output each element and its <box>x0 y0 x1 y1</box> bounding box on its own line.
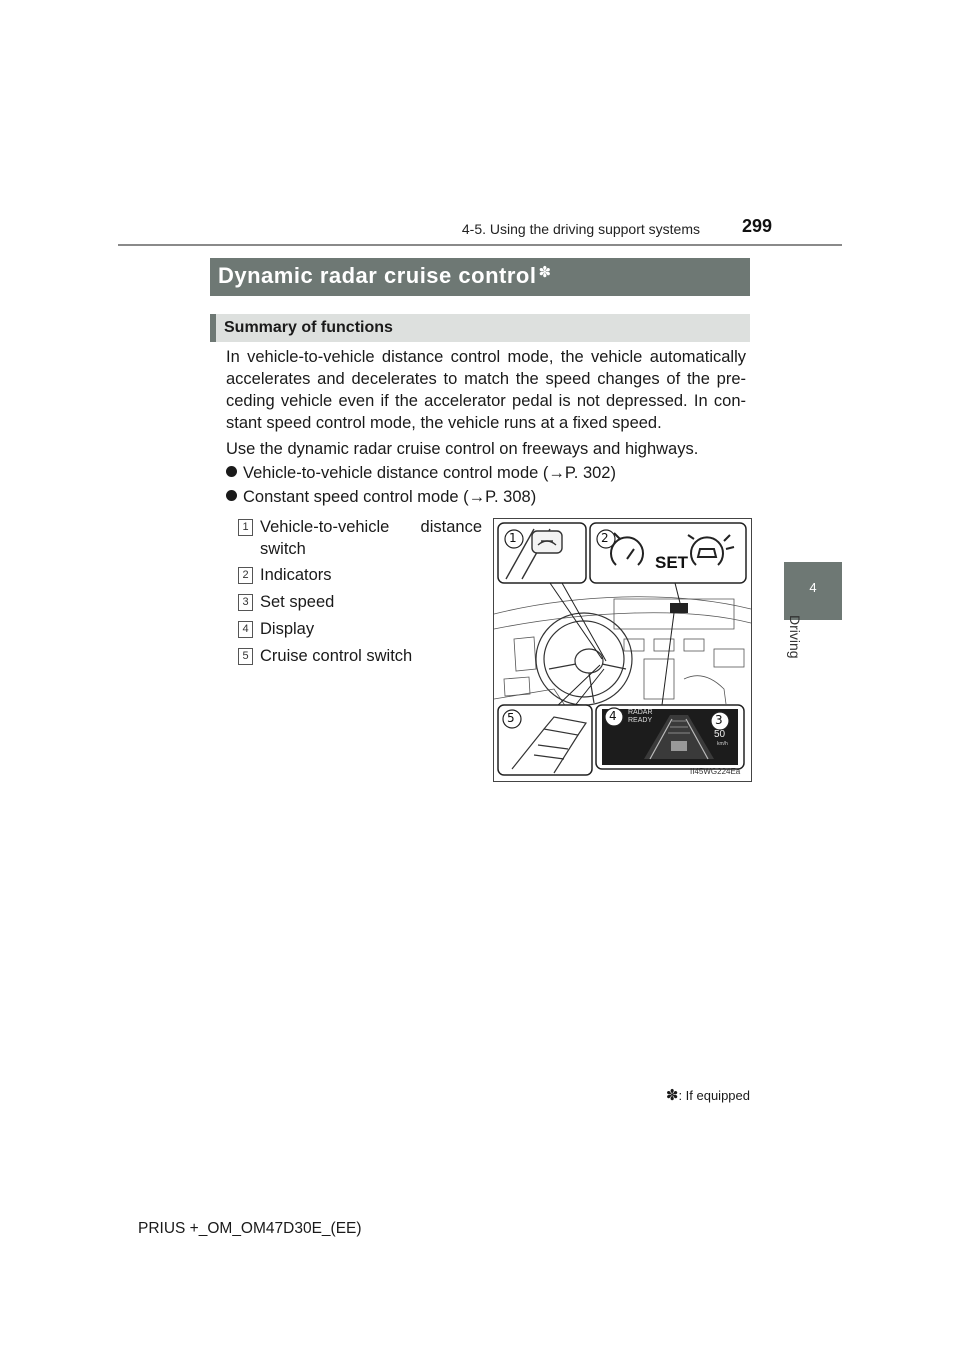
header-section-path: 4-5. Using the driving support systems <box>461 221 700 237</box>
page-number: 299 <box>741 216 772 236</box>
bullet-text: Vehicle-to-vehicle distance control mode (→P. 302) <box>243 464 616 482</box>
steering-wheel-icon <box>536 613 632 705</box>
legend-text-line2: switch <box>260 540 306 558</box>
subheading-text: Summary of functions <box>224 319 393 336</box>
footnote-marker: ✽ <box>665 1087 679 1104</box>
if-equipped-marker: ✽ <box>538 264 552 281</box>
set-indicator-text: SET <box>655 553 689 572</box>
callout-2: 2 <box>601 531 609 545</box>
dash-display-icon <box>670 603 688 613</box>
legend-item <box>238 618 482 640</box>
legend-text: Indicators <box>260 566 332 584</box>
bullet-text: Constant speed control mode (→P. 308) <box>243 488 537 506</box>
radar-ready-text: RADAR READY <box>628 709 653 724</box>
legend-number: 3 <box>238 594 253 611</box>
figure-code: II45WG224Ea <box>690 767 741 776</box>
legend-text: Set speed <box>260 593 335 611</box>
cockpit-drawing <box>494 519 751 781</box>
section-title <box>218 263 552 289</box>
usage-paragraph: Use the dynamic radar cruise control on freeways and highways. <box>226 440 699 458</box>
footnote-text: : If equipped <box>678 1088 750 1103</box>
bullet-item <box>226 486 536 508</box>
legend-number: 4 <box>238 621 253 638</box>
callout-5: 5 <box>507 711 515 725</box>
chapter-label: Driving <box>787 615 803 659</box>
chapter-tab-number: 4 <box>809 580 817 595</box>
legend-item <box>238 516 482 560</box>
legend-item <box>238 645 482 667</box>
legend-text: Cruise control switch <box>260 647 413 665</box>
chapter-tab[interactable] <box>784 562 842 620</box>
section-title-text: Dynamic radar cruise control <box>218 263 537 288</box>
footnote <box>650 1086 750 1104</box>
callout-3: 3 <box>715 713 723 727</box>
header-rule <box>118 244 842 246</box>
set-speed-value: 50 <box>714 729 726 740</box>
legend-item <box>238 564 482 586</box>
legend-number: 2 <box>238 567 253 584</box>
intro-paragraph: In vehicle-to-vehicle distance control mode, the vehicle automatically accelerates and decelerates to match the speed changes of the pre-ceding vehicle even if the accelerator pedal is not depressed. In con-stant speed control mode, the vehicle runs at a fixed speed. <box>226 348 746 432</box>
bullet-item <box>226 462 616 484</box>
speed-unit: km/h <box>717 741 728 747</box>
cockpit-illustration <box>493 518 752 782</box>
callout-1: 1 <box>509 531 517 545</box>
legend-item <box>238 591 482 613</box>
subheading-accent <box>210 314 216 342</box>
legend-number: 1 <box>238 519 253 536</box>
footer-model-code: PRIUS +_OM_OM47D30E_(EE) <box>138 1220 362 1237</box>
subheading-bar <box>210 314 750 342</box>
bullet-icon <box>226 466 237 477</box>
legend-text: Display <box>260 620 315 638</box>
legend-text: Vehicle-to-vehicle distance <box>260 518 482 536</box>
callout-4: 4 <box>609 709 617 723</box>
section-banner <box>210 258 750 296</box>
bullet-icon <box>226 490 237 501</box>
legend-number: 5 <box>238 648 253 665</box>
